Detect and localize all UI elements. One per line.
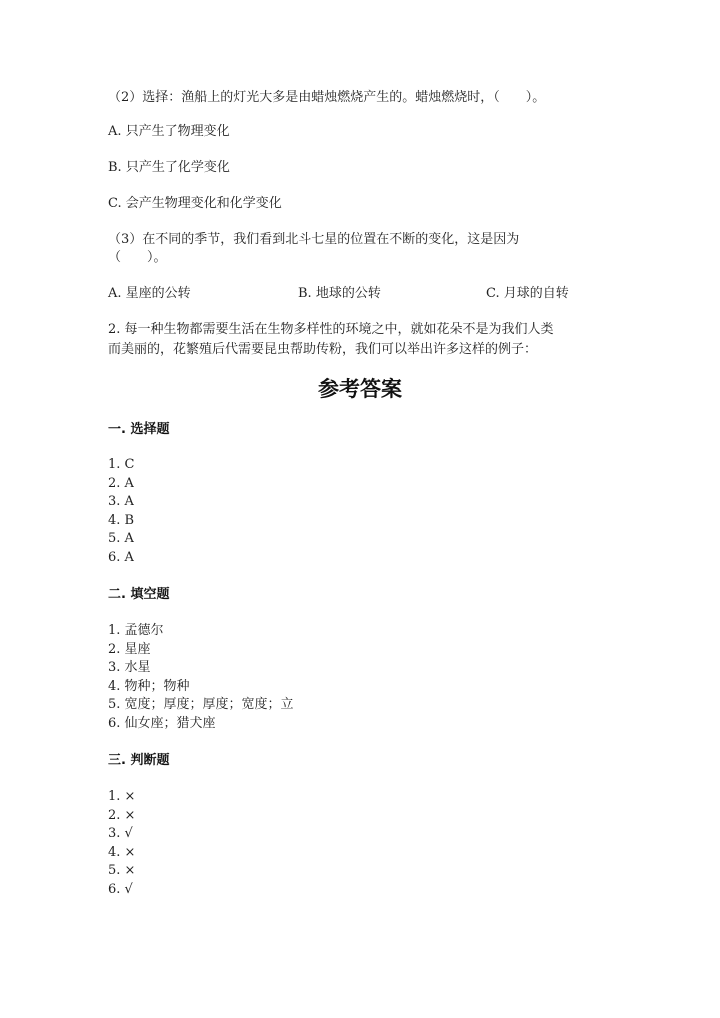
- q3-stem-line2: （ ）。: [108, 250, 167, 265]
- list-item: 2. 星座: [108, 641, 151, 657]
- fill-answer-list: [108, 622, 294, 733]
- list-item: 2. A: [108, 475, 134, 491]
- q3-options: [108, 286, 628, 302]
- q2-option-b: B. 只产生了化学变化: [108, 160, 230, 175]
- judge-answer-list: [108, 788, 135, 899]
- q3-stem-line1: （3）在不同的季节，我们看到北斗七星的位置在不断的变化，这是因为: [108, 232, 520, 247]
- list-item: 1. C: [108, 457, 135, 472]
- item2-line2: 而美丽的，花繁殖后代需要昆虫帮助传粉，我们可以举出许多这样的例子：: [108, 342, 538, 357]
- list-item: 4. B: [108, 512, 135, 528]
- answer-key-title: 参考答案: [318, 377, 402, 401]
- list-item: 3. √: [108, 826, 133, 841]
- list-item: 3. A: [108, 494, 134, 509]
- q3-option-c: C. 月球的自转: [486, 286, 569, 301]
- list-item: 1. 孟德尔: [108, 623, 164, 638]
- section-heading-choice: 一. 选择题: [108, 422, 170, 437]
- list-item: 5. ×: [108, 863, 136, 878]
- list-item: 4. ×: [108, 844, 136, 860]
- list-item: 6. 仙女座；猎犬座: [108, 715, 216, 731]
- list-item: 1. ×: [108, 789, 136, 804]
- q2-stem: （2）选择：渔船上的灯光大多是由蜡烛燃烧产生的。蜡烛燃烧时，（ ）。: [108, 90, 546, 105]
- q3-option-b: B. 地球的公转: [298, 286, 381, 301]
- q2-option-a: A. 只产生了物理变化: [108, 124, 230, 139]
- list-item: 3. 水星: [108, 660, 151, 675]
- item2-line1: 2. 每一种生物都需要生活在生物多样性的环境之中，就如花朵不是为我们人类: [108, 322, 554, 337]
- q3-option-a: A. 星座的公转: [108, 286, 191, 301]
- list-item: 6. √: [108, 881, 133, 897]
- section-heading-fill: 二. 填空题: [108, 587, 170, 602]
- list-item: 2. ×: [108, 807, 136, 823]
- list-item: 5. A: [108, 531, 134, 546]
- q2-option-c: C. 会产生物理变化和化学变化: [108, 196, 282, 211]
- choice-answer-list: [108, 456, 134, 567]
- section-heading-judge: 三. 判断题: [108, 753, 170, 768]
- list-item: 6. A: [108, 549, 134, 565]
- list-item: 4. 物种；物种: [108, 678, 190, 694]
- list-item: 5. 宽度；厚度；厚度；宽度；立: [108, 697, 294, 712]
